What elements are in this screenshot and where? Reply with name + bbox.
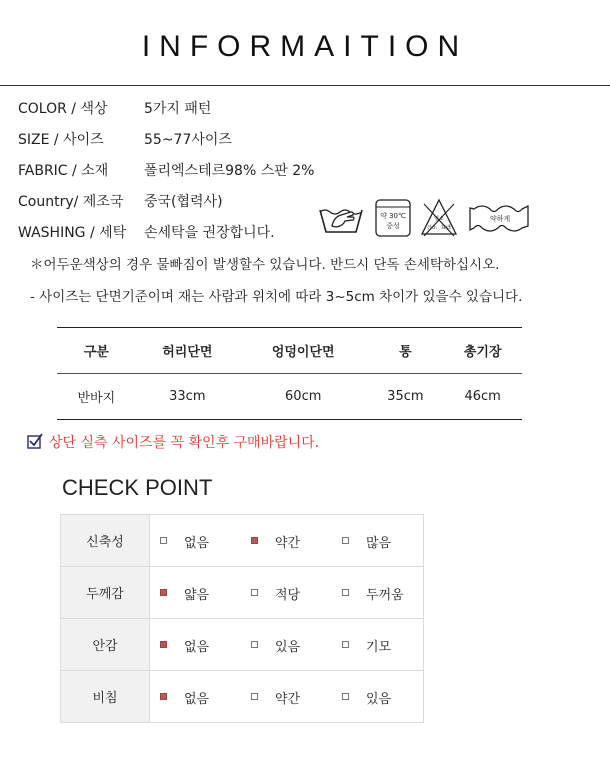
option-some	[241, 531, 332, 551]
size-table	[57, 327, 522, 420]
table-row	[61, 567, 424, 619]
option-label: 적당	[275, 587, 301, 603]
hand-wash-icon	[320, 210, 362, 232]
no-bleach-icon	[422, 200, 456, 236]
size-confirm-text: 상단 실측 사이즈를 꼭 확인후 구매바랍니다.	[49, 435, 320, 451]
table-row	[57, 374, 522, 420]
option-label: 있음	[366, 691, 392, 707]
option-label: 있음	[275, 639, 301, 655]
option-label: 많음	[366, 535, 392, 551]
option-label: 약간	[275, 691, 301, 707]
bleach-label-2: 산소	[427, 225, 437, 231]
option-label: 얇음	[184, 587, 210, 603]
page-title: INFORMAITION	[141, 30, 469, 63]
table-row	[61, 515, 424, 567]
info-key: COLOR / 색상	[18, 101, 108, 117]
info-value: 5가지 패턴	[144, 101, 212, 117]
info-row-fabric	[18, 160, 315, 180]
check-point-label: 안감	[61, 619, 150, 671]
check-point-options	[150, 567, 424, 619]
info-key: Country/ 제조국	[18, 194, 124, 210]
size-header-cell: 통	[367, 328, 443, 374]
option-none	[150, 635, 241, 655]
option-checkbox	[160, 641, 167, 648]
option-checkbox	[251, 693, 258, 700]
bleach-label-3: 표백	[441, 225, 451, 231]
option-checkbox	[342, 589, 349, 596]
size-cell: 반바지	[57, 374, 136, 420]
option-many	[332, 531, 423, 551]
option-checkbox	[160, 537, 167, 544]
size-header-cell: 구분	[57, 328, 136, 374]
option-fleece	[332, 635, 423, 655]
info-row-color	[18, 98, 212, 118]
info-value: 폴리엑스테르98% 스판 2%	[144, 163, 315, 179]
size-header-cell: 총기장	[443, 328, 522, 374]
option-label: 없음	[184, 691, 210, 707]
option-checkbox	[342, 693, 349, 700]
size-cell: 33cm	[136, 374, 239, 420]
check-point-label: 두께감	[61, 567, 150, 619]
option-checkbox	[251, 537, 258, 544]
option-label: 두꺼움	[366, 587, 404, 603]
info-row-size	[18, 129, 232, 149]
check-point-options	[150, 619, 424, 671]
info-value: 55~77사이즈	[144, 132, 232, 148]
detergent-temp-label: 약 30℃	[380, 212, 406, 220]
option-checkbox	[160, 589, 167, 596]
option-none	[150, 531, 241, 551]
title-divider	[0, 85, 610, 86]
table-row	[61, 619, 424, 671]
option-none	[150, 687, 241, 707]
info-row-country	[18, 191, 223, 211]
size-header-cell: 엉덩이단면	[239, 328, 367, 374]
option-checkbox	[342, 537, 349, 544]
size-cell: 35cm	[367, 374, 443, 420]
washing-icons	[318, 196, 530, 240]
size-table-header	[57, 328, 522, 374]
size-cell: 60cm	[239, 374, 367, 420]
check-point-options	[150, 515, 424, 567]
check-point-table	[60, 514, 424, 723]
info-value: 중국(협력사)	[144, 194, 223, 210]
option-label: 없음	[184, 535, 210, 551]
neutral-detergent-icon	[376, 200, 410, 236]
option-checkbox	[160, 693, 167, 700]
option-checkbox	[251, 589, 258, 596]
option-yes	[332, 687, 423, 707]
option-label: 기모	[366, 639, 392, 655]
option-checkbox	[342, 641, 349, 648]
check-point-label: 신축성	[61, 515, 150, 567]
info-key: FABRIC / 소재	[18, 163, 109, 179]
size-note: - 사이즈는 단면기준이며 재는 사람과 위치에 따라 3~5cm 차이가 있을수 있습니다.	[30, 289, 523, 305]
option-label: 약간	[275, 535, 301, 551]
weak-spin-icon	[470, 206, 528, 231]
option-label: 없음	[184, 639, 210, 655]
check-point-options	[150, 671, 424, 723]
option-thick	[332, 583, 423, 603]
bleach-label-1: 염소	[434, 216, 444, 222]
option-medium	[241, 583, 332, 603]
option-yes	[241, 635, 332, 655]
info-row-washing	[18, 222, 275, 242]
table-row	[61, 671, 424, 723]
care-note: ＊어두운색상의 경우 물빠짐이 발생할수 있습니다. 반드시 단독 손세탁하십시오.	[30, 257, 500, 273]
info-key: SIZE / 사이즈	[18, 132, 104, 148]
option-some	[241, 687, 332, 707]
checkbox-checked-icon	[27, 433, 43, 449]
option-thin	[150, 583, 241, 603]
info-key: WASHING / 세탁	[18, 225, 127, 241]
size-header-cell: 허리단면	[136, 328, 239, 374]
weak-spin-label: 약하게	[489, 215, 511, 223]
check-point-title: CHECK POINT	[62, 475, 213, 500]
info-value: 손세탁을 권장합니다.	[144, 225, 275, 241]
option-checkbox	[251, 641, 258, 648]
detergent-type-label: 중성	[386, 222, 400, 230]
size-cell: 46cm	[443, 374, 522, 420]
check-point-label: 비침	[61, 671, 150, 723]
